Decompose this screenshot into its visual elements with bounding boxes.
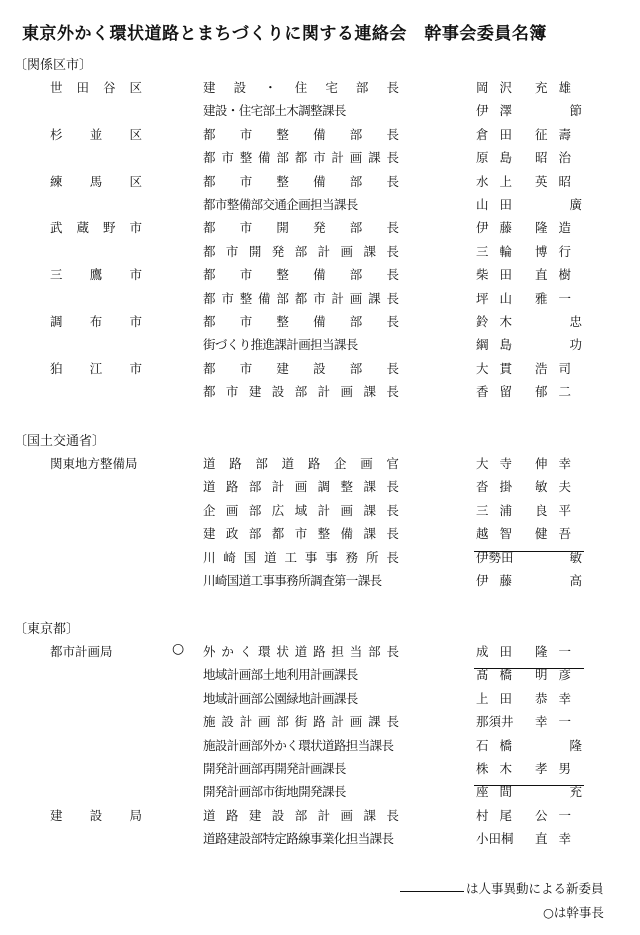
section-label: 〔東京都〕 bbox=[14, 622, 80, 637]
surname: 那須井 bbox=[476, 714, 514, 730]
given-name: 直幸 bbox=[534, 831, 582, 847]
member-rows bbox=[0, 454, 640, 594]
member-rows bbox=[0, 642, 640, 853]
member-row bbox=[0, 829, 640, 852]
given-name: 充雄 bbox=[534, 80, 582, 95]
surname: 柴田 bbox=[476, 267, 524, 283]
surname: 鈴木 bbox=[476, 313, 524, 329]
surname: 倉田 bbox=[476, 126, 524, 142]
member-row bbox=[0, 242, 640, 265]
surname: 三浦 bbox=[476, 502, 524, 518]
position-title: 外 か く 環 状 道 路 担 当 部 長 bbox=[203, 644, 399, 659]
given-name: 浩司 bbox=[534, 360, 582, 376]
member-row bbox=[0, 265, 640, 288]
given-name: 恭幸 bbox=[534, 690, 582, 706]
given-name: 高 bbox=[569, 572, 582, 588]
member-row bbox=[0, 689, 640, 712]
member-row bbox=[0, 101, 640, 124]
position-title: 都 市 建 設 部 計 画 課 長 bbox=[203, 384, 399, 400]
position-title: 施設計画部外かく環状道路担当課長 bbox=[203, 737, 394, 753]
surname: 三輪 bbox=[476, 243, 524, 259]
surname: 原島 bbox=[476, 150, 524, 166]
surname: 岡沢 bbox=[476, 80, 524, 95]
position-title: 道路建設部特定路線事業化担当課長 bbox=[203, 831, 394, 847]
given-name: 幸一 bbox=[534, 714, 582, 730]
given-name: 昭治 bbox=[534, 150, 582, 166]
surname: 座間 bbox=[476, 784, 524, 800]
given-name: 良平 bbox=[534, 502, 582, 518]
surname: 越智 bbox=[476, 526, 524, 542]
surname: 綱島 bbox=[476, 337, 524, 353]
member-row bbox=[0, 195, 640, 218]
member-row bbox=[0, 712, 640, 735]
position-title: 都市整備部交通企画担当課長 bbox=[203, 196, 358, 212]
position-title: 建設・住宅部土木調整課長 bbox=[203, 103, 346, 119]
position-title: 都 市 整 備 部 都 市 計 画 課 長 bbox=[203, 150, 399, 166]
surname: 髙橋 bbox=[476, 667, 524, 683]
legend-new-member-text: は人事異動による新委員 bbox=[466, 881, 604, 896]
given-name: 明彦 bbox=[534, 667, 582, 683]
member-rows bbox=[0, 78, 640, 405]
member-row bbox=[0, 148, 640, 171]
given-name: 公一 bbox=[534, 807, 582, 823]
position-title: 都 市 整 備 部 長 bbox=[203, 173, 399, 189]
member-row bbox=[0, 759, 640, 782]
position-title: 都 市 開 発 部 計 画 課 長 bbox=[203, 243, 399, 259]
surname: 株木 bbox=[476, 760, 524, 776]
position-title: 街づくり推進課計画担当課長 bbox=[203, 337, 358, 353]
organization: 武 蔵 野 市 bbox=[50, 220, 142, 236]
section-label: 〔国土交通省〕 bbox=[14, 434, 106, 449]
member-row bbox=[0, 218, 640, 241]
organization: 杉 並 区 bbox=[50, 126, 142, 142]
given-name: 伸幸 bbox=[534, 456, 582, 471]
position-title: 川 崎 国 道 工 事 事 務 所 長 bbox=[203, 549, 399, 565]
surname: 水上 bbox=[476, 173, 524, 189]
surname: 伊藤 bbox=[476, 572, 524, 588]
member-row bbox=[0, 548, 640, 571]
given-name: 廣 bbox=[569, 196, 582, 212]
member-row bbox=[0, 524, 640, 547]
section-label: 〔関係区市〕 bbox=[14, 58, 93, 73]
organization: 関東地方整備局 bbox=[50, 456, 138, 471]
position-title: 開発計画部市街地開発課長 bbox=[203, 784, 346, 800]
position-title: 都 市 整 備 部 長 bbox=[203, 126, 399, 142]
organization: 調 布 市 bbox=[50, 313, 142, 329]
surname: 大寺 bbox=[476, 456, 524, 471]
surname: 上田 bbox=[476, 690, 524, 706]
organization: 世 田 谷 区 bbox=[50, 80, 142, 95]
member-row bbox=[0, 454, 640, 477]
organization: 都市計画局 bbox=[50, 644, 113, 659]
given-name: 雅一 bbox=[534, 290, 582, 306]
given-name: 征壽 bbox=[534, 126, 582, 142]
member-row bbox=[0, 806, 640, 829]
given-name: 直樹 bbox=[534, 267, 582, 283]
given-name: 健吾 bbox=[534, 526, 582, 542]
member-row bbox=[0, 125, 640, 148]
position-title: 地域計画部公園緑地計画課長 bbox=[203, 690, 358, 706]
position-title: 建 政 部 都 市 整 備 課 長 bbox=[203, 526, 399, 542]
member-row bbox=[0, 359, 640, 382]
given-name: 英昭 bbox=[534, 173, 582, 189]
organization: 建 設 局 bbox=[50, 807, 142, 823]
position-title: 建 設 ・ 住 宅 部 長 bbox=[203, 80, 399, 95]
member-row bbox=[0, 382, 640, 405]
position-title: 施 設 計 画 部 街 路 計 画 課 長 bbox=[203, 714, 399, 730]
surname: 成田 bbox=[476, 644, 524, 659]
position-title: 道 路 部 道 路 企 画 官 bbox=[203, 456, 399, 471]
surname: 香留 bbox=[476, 384, 524, 400]
member-row bbox=[0, 782, 640, 805]
position-title: 企 画 部 広 域 計 画 課 長 bbox=[203, 502, 399, 518]
given-name: 敏 bbox=[569, 549, 582, 565]
position-title: 都 市 建 設 部 長 bbox=[203, 360, 399, 376]
position-title: 都 市 整 備 部 都 市 計 画 課 長 bbox=[203, 290, 399, 306]
legend-new-member bbox=[400, 879, 604, 897]
surname: 大貫 bbox=[476, 360, 524, 376]
position-title: 都 市 整 備 部 長 bbox=[203, 313, 399, 329]
given-name: 敏夫 bbox=[534, 479, 582, 495]
position-title: 都 市 整 備 部 長 bbox=[203, 267, 399, 283]
organization: 三 鷹 市 bbox=[50, 267, 142, 283]
surname: 村尾 bbox=[476, 807, 524, 823]
given-name: 孝男 bbox=[534, 760, 582, 776]
given-name: 節 bbox=[569, 103, 582, 119]
given-name: 充 bbox=[569, 784, 582, 800]
given-name: 郁二 bbox=[534, 384, 582, 400]
given-name: 忠 bbox=[569, 313, 582, 329]
member-row bbox=[0, 172, 640, 195]
organization: 狛 江 市 bbox=[50, 360, 142, 376]
chief-mark: ○ bbox=[172, 641, 185, 657]
member-row bbox=[0, 312, 640, 335]
organization: 練 馬 区 bbox=[50, 173, 142, 189]
surname: 石橋 bbox=[476, 737, 524, 753]
position-title: 都 市 開 発 部 長 bbox=[203, 220, 399, 236]
surname: 伊藤 bbox=[476, 220, 524, 236]
underline-sample bbox=[400, 891, 464, 892]
member-row bbox=[0, 289, 640, 312]
member-row bbox=[0, 665, 640, 688]
member-row bbox=[0, 501, 640, 524]
member-row bbox=[0, 736, 640, 759]
position-title: 地域計画部土地利用計画課長 bbox=[203, 667, 358, 683]
surname: 伊澤 bbox=[476, 103, 524, 119]
given-name: 博行 bbox=[534, 243, 582, 259]
given-name: 隆造 bbox=[534, 220, 582, 236]
member-row bbox=[0, 78, 640, 101]
member-row bbox=[0, 571, 640, 594]
position-title: 川崎国道工事事務所調査第一課長 bbox=[203, 572, 382, 588]
position-title: 道 路 建 設 部 計 画 課 長 bbox=[203, 807, 399, 823]
surname: 小田桐 bbox=[476, 831, 514, 847]
document-title: 東京外かく環状道路とまちづくりに関する連絡会 幹事会委員名簿 bbox=[22, 24, 547, 44]
given-name: 隆 bbox=[569, 737, 582, 753]
member-row bbox=[0, 642, 640, 665]
position-title: 開発計画部再開発計画課長 bbox=[203, 760, 346, 776]
surname: 沓掛 bbox=[476, 479, 524, 495]
member-row bbox=[0, 477, 640, 500]
given-name: 隆一 bbox=[534, 644, 582, 659]
legend-chief: ○は幹事長 bbox=[543, 905, 604, 920]
surname: 坪山 bbox=[476, 290, 524, 306]
surname: 伊勢田 bbox=[476, 549, 514, 565]
surname: 山田 bbox=[476, 196, 524, 212]
given-name: 功 bbox=[569, 337, 582, 353]
position-title: 道 路 部 計 画 調 整 課 長 bbox=[203, 479, 399, 495]
member-row bbox=[0, 335, 640, 358]
